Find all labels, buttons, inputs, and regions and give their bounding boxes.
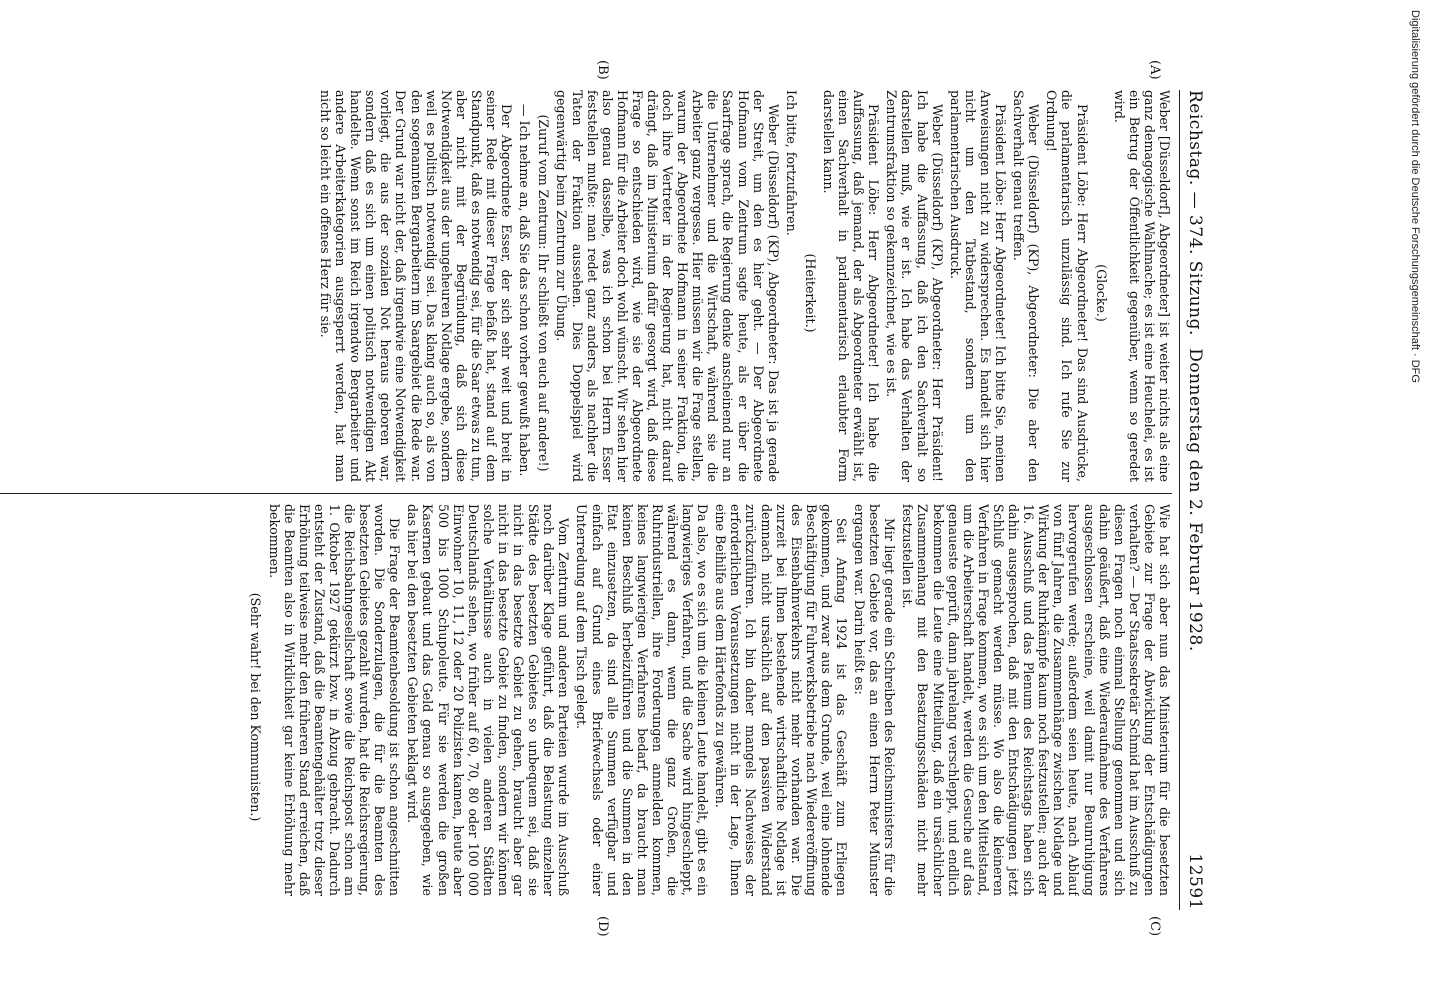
- left-paragraph: Weber (Düsseldorf) (KP), Abgeordneter: Herr Präsident! Ich habe die Auffassung, daß ich den Sachverhalt so darstellen muß, wie er ist. Ich habe das Verhalten der Zentrumsfraktion so gekennzeichnet, wie es ist.: [884, 90, 945, 482]
- page-number: 12591: [1185, 853, 1205, 910]
- left-paragraph: Präsident Löbe: Herr Abgeordneter! Das sind Ausdrücke, die parlamentarisch unzulässig sind. Ich rufe Sie zur Ordnung!: [1044, 90, 1090, 482]
- text-columns: [0, 90, 1172, 910]
- left-paragraph: — Ich nehme an, daß Sie das schon vorher gewußt haben.: [517, 104, 533, 477]
- digitization-note-text: Digitalisierung gefördert durch die Deutsche Forschungsgemeinschaft · DFG: [1409, 10, 1421, 383]
- left-paragraph: Weber (Düsseldorf) (KP), Abgeordneter: Die aber den Sachverhalt genau treffen.: [1011, 90, 1042, 482]
- column-divider: [0, 493, 1172, 494]
- left-paragraph: Weber [Düsseldorf], Abgeordneter] ist weiter nichts als eine ganz demagogische Wahlmache; es ist eine Heuchelei, es ist ein Betrug der Öffentlichkeit gegenüber, wenn so geredet wird.: [1111, 90, 1172, 482]
- rotated-page-content: [0, 60, 1210, 937]
- margin-mark-c: (C): [1147, 916, 1162, 937]
- left-paragraph: (Zuruf vom Zentrum: Ihr schließt von euch auf andere!): [536, 114, 552, 472]
- header-left: Reichstag. — 374. Sitzung.: [1185, 90, 1205, 336]
- right-paragraph: Mir liegt gerade ein Schreiben des Reichsministers für die besetzten Gebiete vor, das an einen Herrn Peter Münster ergangen war. Darin heißt es:: [852, 504, 898, 896]
- left-paragraph: Ich bitte, fortzufahren.: [783, 90, 799, 236]
- left-paragraph: Präsident Löbe: Herr Abgeordneter! Ich bitte Sie, meinen Anweisungen nicht zu widersprechen. Es handelt sich hier nicht um den Tatbestand, sondern um den parlamentarischen Ausdruck.: [947, 90, 1009, 482]
- right-paragraph: Da also, wo es sich um die kleinen Leute handelt, gibt es ein langwieriges Verfahren, und die Sache wird hingeschleppt, während es dann, wenn die ganz Großen, die Ruhrindustriellen, ihre Forderungen anmelden kommen, keines langwierigen Verfahrens bedarf, da braucht man keinen Beschluß herbeizuführen und die Summen in den Etat einzusetzen, da sind alle Summen verfügbar und einfach auf Grund eines Briefwechsels oder einer Unterredung auf dem Tisch gelegt.: [574, 504, 711, 896]
- right-paragraph: Vom Zentrum und anderen Parteien wurde im Ausschuß noch darüber Klage geführt, daß die Belastung einzelner Städte des besetzten Gebietes so unbequem sei, daß sie nicht in das besetzte Gebiet zu gehen, braucht aber gar nicht in das besetzte Gebiet zu finden, sondern wir können solche Verhältnisse auch in vielen anderen Städten Deutschlands sehen, wo früher auf 60, 70, 80 oder 100 000 Einwohner 10, 11, 12 oder 20 Polizisten kamen, heute aber 500 bis 1000 Schupoleute. Für sie werden die großen Kasernen gebaut und das Geld genau so ausgegeben, wie das hier bei den besetzten Gebieten beklagt wird.: [405, 504, 572, 896]
- left-paragraph: (Glocke.): [1093, 264, 1109, 322]
- digitization-note: [1405, 10, 1425, 990]
- right-paragraph: (Sehr wahr! bei den Kommunisten.): [248, 592, 264, 822]
- right-paragraph: Die Frage der Beamtenbesoldung ist schon angeschnitten worden. Die Sonderzulagen, die für die Beamten des besetzten Gebietes gezahlt wurden, hat die Reichsregierung, die Reichsbahngesellschaft sowie die Reichspost schon am 1. Oktober 1927 gekürzt bzw. in Abzug gebracht. Dadurch entsteht der Zustand, daß die Beamtengehälter trotz dieser Erhöhung teilweise mehr den früheren Stand erreichen, daß die Beamten also in Wirklichkeit gar keine Erhöhung mehr bekommen.: [266, 504, 403, 896]
- left-paragraph: (Heiterkeit.): [802, 253, 818, 333]
- header-date: Donnerstag den 2. Februar 1928.: [1185, 348, 1205, 652]
- left-paragraph: Weber (Düsseldorf) (KP), Abgeordneter: Das ist ja gerade der Streit, um den es hier geht. — Der Abgeordnete Hofmann vom Zentrum sagte heute, als er über die Saarfrage sprach, die Regierung denke anscheinend nur an die Unternehmer und die Wirtschaft, während sie die Arbeiter ganz vergesse. Hier müssen wir die Frage stellen, warum der Abgeordnete Hofmann in seiner Fraktion, die doch ihre Vertreter in der Regierung hat, nicht darauf drängt, daß im Ministerium dafür gesorgt wird, daß diese Frage so entschieden wird, wie sie der Abgeordnete Hofmann für die Arbeiter doch wohl wünscht. Wir sehen hier also genau dasselbe, was ich schon bei Herrn Esser feststellen mußte: man redet ganz anders, als nachher die Taten der Fraktion aussehen. Dies Doppelspiel wird gegenwärtig beim Zentrum zur Übung.: [554, 90, 781, 482]
- right-column: [0, 504, 1172, 896]
- margin-mark-b: (B): [595, 60, 610, 80]
- right-paragraph: Wie hat sich aber nun das Ministerium für die besetzten Gebiete zur Frage der Abwicklung der Entschädigungen verhalten? — Der Staatssekretär Schmid hat im Ausschuß zu diesen Fragen noch einmal Stellung genommen und sich dahin geäußert, daß eine Wiederaufnahme des Verfahrens ausgeschlossen erscheine, weil damit nur Beunruhigung hervorgerufen werde; außerdem seien heute, nach Ablauf von fünf Jahren, die Zusammenhänge zwischen Notlage und Wirkung der Ruhrkämpfe kaum noch festzustellen; auch der 16. Ausschuß und das Plenum des Reichstags haben sich dahin ausgesprochen, daß mit den Entschädigungen jetzt Schluß gemacht werden müsse. Wo also die kleineren Verfahren in Frage kommen, wo es sich um den Mittelstand, um die Arbeiterschaft handelt, werden die Gesuche auf das genaueste geprüft, dann jahrelang verschleppt, und endlich bekommen die Leute eine Mitteilung, daß ein ursächlicher Zusammenhang mit den Besatzungsschäden nicht mehr festzustellen ist.: [900, 504, 1172, 896]
- left-paragraph: Der Abgeordnete Esser, der sich sehr weit und breit in seiner Rede mit dieser Frage befaßt hat, stand auf dem Standpunkt, daß es notwendig sei, für die Saar etwas zu tun, aber nicht mit der Begründung, daß sich diese Notwendigkeit aus der ungeheuren Notlage ergebe, sondern weil es politisch notwendig sei. Das klang auch so, als von den sogenannten Bergarbeitern im Saargebiet die Rede war. Der Grund war nicht der, daß irgendwie eine Notwendigkeit vorliegt, die aus der sozialen Not heraus geboren war, sondern daß es sich um einen politisch notwendigen Akt handelte. Wenn sonst im Reich irgendwo Bergarbeiter und andere Arbeiterkategorien ausgesperrt werden, hat man nicht so leicht ein offenes Herz für sie.: [318, 90, 515, 482]
- left-paragraph: Präsident Löbe: Herr Abgeordneter! Ich habe die Auffassung, daß jemand, der als Abgeordneter erwählt ist, einen Sachverhalt in parlamentarisch erlaubter Form darstellen kann.: [821, 90, 882, 482]
- right-paragraph: Seit Anfang 1924 ist das Geschäft zum Erliegen gekommen, und zwar aus dem Grunde, weil eine lohnende Beschäftigung für Fuhrwerksbetriebe nach Wiedereröffnung des Eisenbahnverkehrs nicht mehr vorhanden war. Die zurzeit bei Ihnen bestehende wirtschaftliche Notlage ist demnach nicht ursächlich auf den passiven Widerstand zurückzuführen. Ich bin daher mangels Nachweises der erforderlichen Voraussetzungen nicht in der Lage, Ihnen eine Beihilfe aus dem Härtefonds zu gewähren.: [713, 504, 850, 896]
- left-column: [0, 90, 1172, 482]
- page-header: [1179, 90, 1210, 910]
- margin-mark-d: (D): [595, 916, 610, 937]
- margin-mark-a: (A): [1147, 60, 1162, 80]
